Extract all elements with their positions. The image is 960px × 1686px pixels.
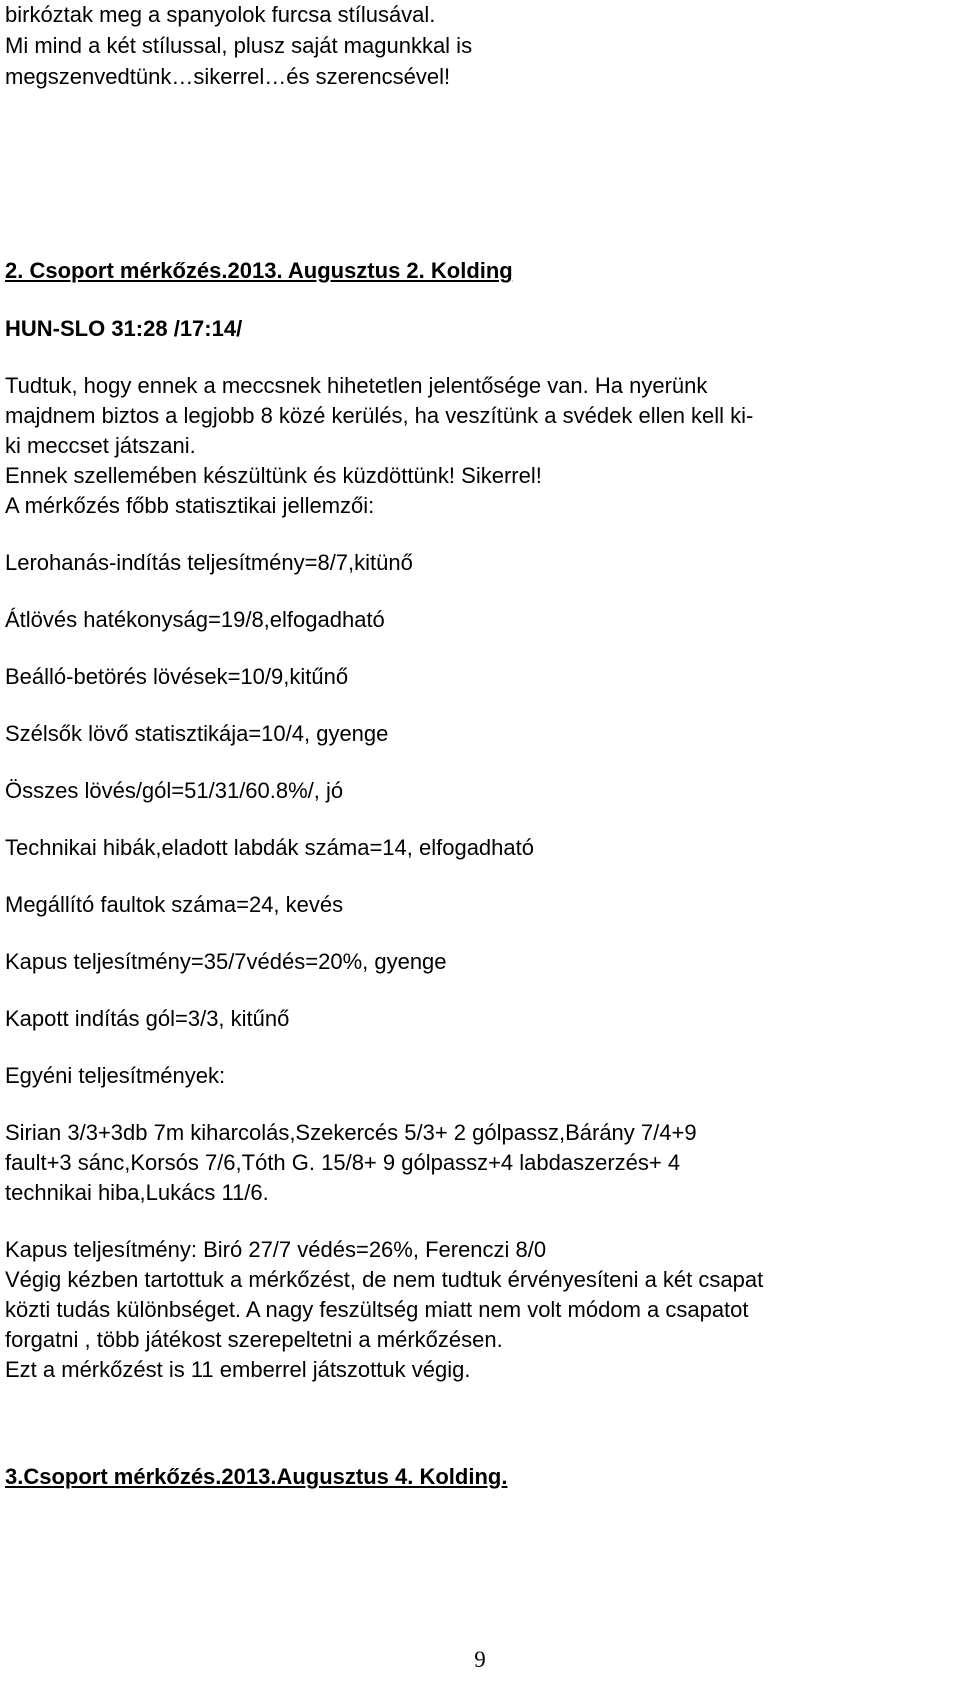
intro-line: birkóztak meg a spanyolok furcsa stílusával.	[5, 2, 436, 27]
stat-line: Megállító faultok száma=24, kevés	[5, 892, 344, 917]
match3-heading: 3.Csoport mérkőzés.2013.Augusztus 4. Kolding.	[5, 1464, 508, 1489]
page-number: 9	[474, 1647, 486, 1672]
stat-line: Szélsők lövő statisztikája=10/4, gyenge	[5, 721, 389, 746]
match2-heading: 2. Csoport mérkőzés.2013. Augusztus 2. Kolding	[5, 258, 513, 283]
stats-intro-line: A mérkőzés főbb statisztikai jellemzői:	[5, 493, 375, 518]
individual-heading: Egyéni teljesítmények:	[5, 1063, 226, 1088]
stat-line: Kapott indítás gól=3/3, kitűnő	[5, 1006, 290, 1031]
individual-line: technikai hiba,Lukács 11/6.	[5, 1180, 269, 1205]
stat-line: Technikai hibák,eladott labdák száma=14, elfogadható	[5, 835, 534, 860]
individual-line: fault+3 sánc,Korsós 7/6,Tóth G. 15/8+ 9 gólpassz+4 labdaszerzés+ 4	[5, 1150, 681, 1175]
intro-line: Mi mind a két stílussal, plusz saját magunkkal is	[5, 33, 473, 58]
paragraph-line: ki meccset játszani.	[5, 433, 196, 458]
closing-line: forgatni , több játékost szerepeltetni a mérkőzésen.	[5, 1327, 503, 1352]
stat-line: Lerohanás-indítás teljesítmény=8/7,kitünő	[5, 550, 413, 575]
intro-line: megszenvedtünk…sikerrel…és szerencsével!	[5, 64, 451, 89]
paragraph-line: Ennek szellemében készültünk és küzdöttünk! Sikerrel!	[5, 463, 542, 488]
paragraph-line: majdnem biztos a legjobb 8 közé kerülés, ha veszítünk a svédek ellen kell ki-	[5, 403, 754, 428]
stat-line: Átlövés hatékonyság=19/8,elfogadható	[5, 607, 385, 632]
stat-line: Kapus teljesítmény=35/7védés=20%, gyenge	[5, 949, 447, 974]
stat-line: Összes lövés/gól=51/31/60.8%/, jó	[5, 778, 344, 803]
closing-line: közti tudás különbséget. A nagy feszültség miatt nem volt módom a csapatot	[5, 1297, 749, 1322]
match2-score: HUN-SLO 31:28 /17:14/	[5, 316, 243, 341]
paragraph-line: Tudtuk, hogy ennek a meccsnek hihetetlen jelentősége van. Ha nyerünk	[5, 373, 708, 398]
closing-line: Ezt a mérkőzést is 11 emberrel játszottuk végig.	[5, 1357, 471, 1382]
individual-line: Sirian 3/3+3db 7m kiharcolás,Szekercés 5/3+ 2 gólpassz,Bárány 7/4+9	[5, 1120, 697, 1145]
closing-line: Végig kézben tartottuk a mérkőzést, de nem tudtuk érvényesíteni a két csapat	[5, 1267, 764, 1292]
stat-line: Beálló-betörés lövések=10/9,kitűnő	[5, 664, 349, 689]
closing-line: Kapus teljesítmény: Biró 27/7 védés=26%, Ferenczi 8/0	[5, 1237, 547, 1262]
